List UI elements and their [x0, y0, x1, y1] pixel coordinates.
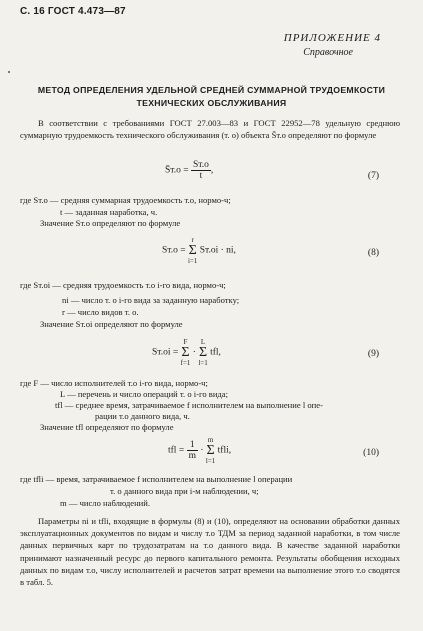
def9-line3: tfl — среднее время, затрачиваемое f исполнителем на выполнение l опе-: [55, 400, 323, 410]
formula-7-fraction: [191, 160, 214, 181]
sum-10-upper: m: [207, 436, 214, 444]
def7-line1: где Sт.о — средняя суммарная трудоемкость т.о, нормо-ч;: [20, 195, 231, 205]
def9-line2: L — перечень и число операций т. о i-го вида;: [60, 389, 229, 399]
page-reference: С. 16 ГОСТ 4.473—87: [20, 6, 126, 17]
equation-number-8: (8): [367, 248, 379, 258]
def8-line1: где Sт.оi — средняя трудоемкость т.о i-го вида, нормо-ч;: [20, 280, 226, 290]
sigma-10-icon: Σ: [206, 443, 215, 458]
formula-7: S̄т.о = $\frac{Sт.о}{t}$ ,: [165, 160, 214, 181]
def8-line2: ni — число т. о i-го вида за заданную наработку;: [62, 295, 240, 305]
def10-line2: т. о данного вида при i-м наблюдении, ч;: [110, 486, 259, 496]
def8-line3: r — число видов т. о.: [62, 307, 139, 317]
sum-9-outer-lower: f=1: [180, 359, 191, 367]
sum-8-upper: r: [191, 236, 194, 244]
formula-8-lhs: Sт.о: [162, 245, 178, 256]
sum-9-inner-lower: l=1: [198, 359, 208, 367]
sigma-8-icon: Σ: [188, 243, 197, 258]
intro-paragraph: В соответствии с требованиями ГОСТ 27.003—83 и ГОСТ 22952—78 удельную среднюю суммарную трудоемкость технического обслуживания (т. о) объекта S̄т.о определяют по формуле: [20, 118, 400, 141]
def9-line5: Значение tfl определяют по формуле: [40, 422, 174, 432]
sum-9-inner: [198, 338, 207, 367]
sum-9-inner-upper: L: [200, 338, 206, 346]
formula-7-denominator: t: [199, 171, 203, 181]
equation-number-10: (10): [363, 448, 379, 458]
sigma-9b-icon: Σ: [198, 345, 208, 360]
formula-10-fraction: [187, 440, 198, 461]
appendix-subtitle: Справочное: [303, 47, 353, 58]
equation-number-7: (7): [367, 171, 379, 181]
def10-line3: m — число наблюдений.: [60, 498, 151, 508]
appendix-title: ПРИЛОЖЕНИЕ 4: [283, 32, 381, 44]
def9-line1: где F — число исполнителей т.о i-го вида, нормо-ч;: [20, 378, 208, 388]
formula-10-denominator: m: [188, 451, 196, 461]
formula-10-term: tfli,: [217, 445, 232, 456]
def7-line3: Значение Sт.о определяют по формуле: [40, 218, 181, 228]
final-paragraph: Параметры ni и tfli, входящие в формулы (8) и (10), определяют на основании обработки данных эксплуатационных документов по видам и числу т.о ТДМ за период заданной наработки, в том числе данных первичных карт по трудозатратам на т.о данного вида. В качестве заданной наработки принимают назначенный ресурс до первого капитального ремонта. Результаты обобщения исходных данных по видам т.о, числу исполнителей и расчетов затрат времени на выполнение этого т.о сводятся в табл. 5.: [20, 516, 400, 588]
scan-speck: [8, 71, 10, 73]
formula-9-lhs: Sт.оi: [152, 347, 171, 358]
sum-9-outer: [181, 338, 191, 367]
equation-number-9: (9): [367, 349, 379, 359]
sigma-9a-icon: Σ: [181, 345, 190, 360]
def8-line4: Значение Sт.оi определяют по формуле: [40, 319, 183, 329]
sum-10: [206, 436, 215, 465]
def9-line4: рации т.о данного вида, ч.: [95, 411, 190, 421]
formula-8-term: Sт.оi · ni,: [199, 245, 236, 256]
sum-8-lower: i=1: [187, 257, 198, 265]
sum-8: [188, 236, 197, 265]
formula-9: Sт.оi = F Σ f=1 · L Σ l=1 tfl,: [152, 338, 221, 367]
formula-10: tfl = $\frac{1}{m}$ · m Σ l=1 tfli,: [168, 436, 232, 465]
def10-line1: где tfli — время, затрачиваемое f исполнителем на выполнение l операции: [20, 474, 293, 484]
section-title-line1: МЕТОД ОПРЕДЕЛЕНИЯ УДЕЛЬНОЙ СРЕДНЕЙ СУММАРНОЙ ТРУДОЕМКОСТИ: [37, 85, 386, 95]
section-title-line2: ТЕХНИЧЕСКИХ ОБСЛУЖИВАНИЯ: [136, 98, 287, 108]
formula-7-lhs: S̄т.о: [165, 165, 181, 176]
sum-9-outer-upper: F: [183, 338, 188, 346]
formula-7-numerator: Sт.о: [192, 160, 209, 170]
formula-10-numerator: 1: [187, 440, 198, 451]
formula-9-term: tfl,: [210, 347, 221, 358]
formula-10-lhs: tfl: [168, 445, 177, 456]
def7-line2: t — заданная наработка, ч.: [60, 207, 158, 217]
formula-7-tail: ,: [210, 165, 214, 176]
formula-8: Sт.о = r Σ i=1 Sт.оi · ni,: [162, 236, 236, 265]
sum-10-lower: l=1: [205, 457, 216, 465]
